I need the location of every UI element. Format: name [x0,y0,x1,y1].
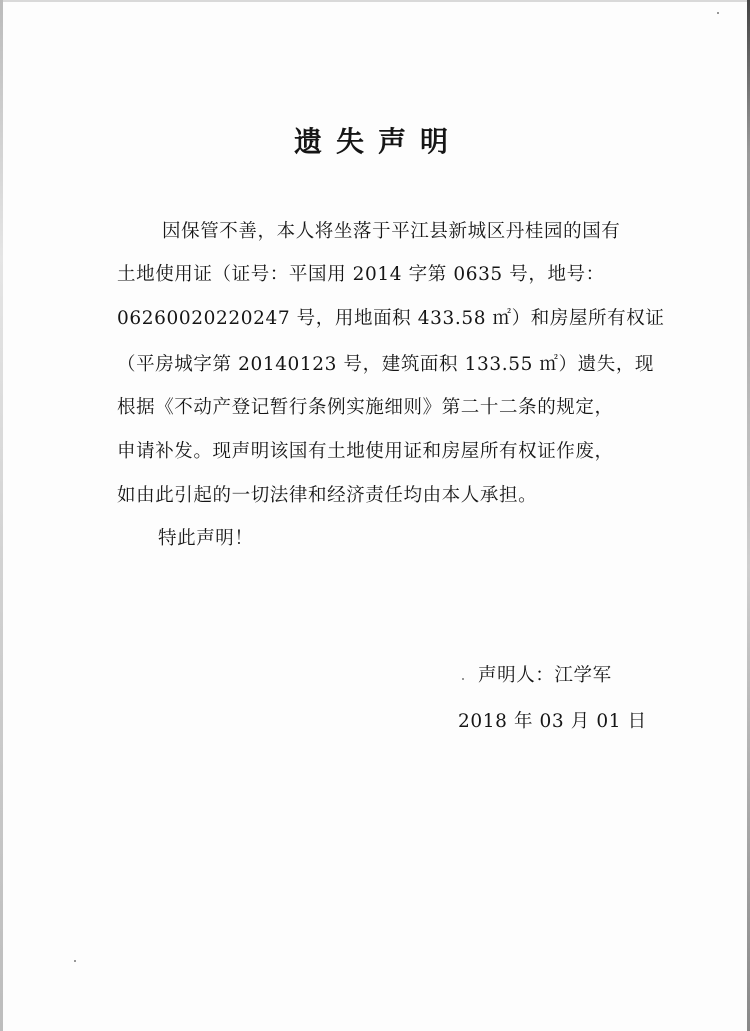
closing-statement: 特此声明！ [158,528,254,549]
notice-line-2: 土地使用证（证号：平国用 2014 字第 0635 号，地号： [117,264,605,285]
notice-line-5: 根据《不动产登记暂行条例实施细则》第二十二条的规定， [117,397,614,418]
notice-line-6: 申请补发。现声明该国有土地使用证和房屋所有权证作废， [117,441,614,462]
notice-line-7: 如由此引起的一切法律和经济责任均由本人承担。 [117,485,538,506]
notice-line-3: 06260020220247 号，用地面积 433.58 ㎡）和房屋所有权证 [117,308,665,329]
scan-speck [462,678,464,680]
notice-date: 2018 年 03 月 01 日 [458,711,647,732]
notice-title: 遗失声明 [293,125,462,158]
notice-line-4: （平房城字第 20140123 号，建筑面积 133.55 ㎡）遗失，现 [117,354,655,375]
scan-speck [717,12,719,14]
notice-line-1: 因保管不善，本人将坐落于平江县新城区丹桂园的国有 [162,221,621,242]
scan-edge-top [0,0,750,2]
scan-speck [74,960,76,962]
declarant-signature: 声明人：江学军 [478,665,612,686]
